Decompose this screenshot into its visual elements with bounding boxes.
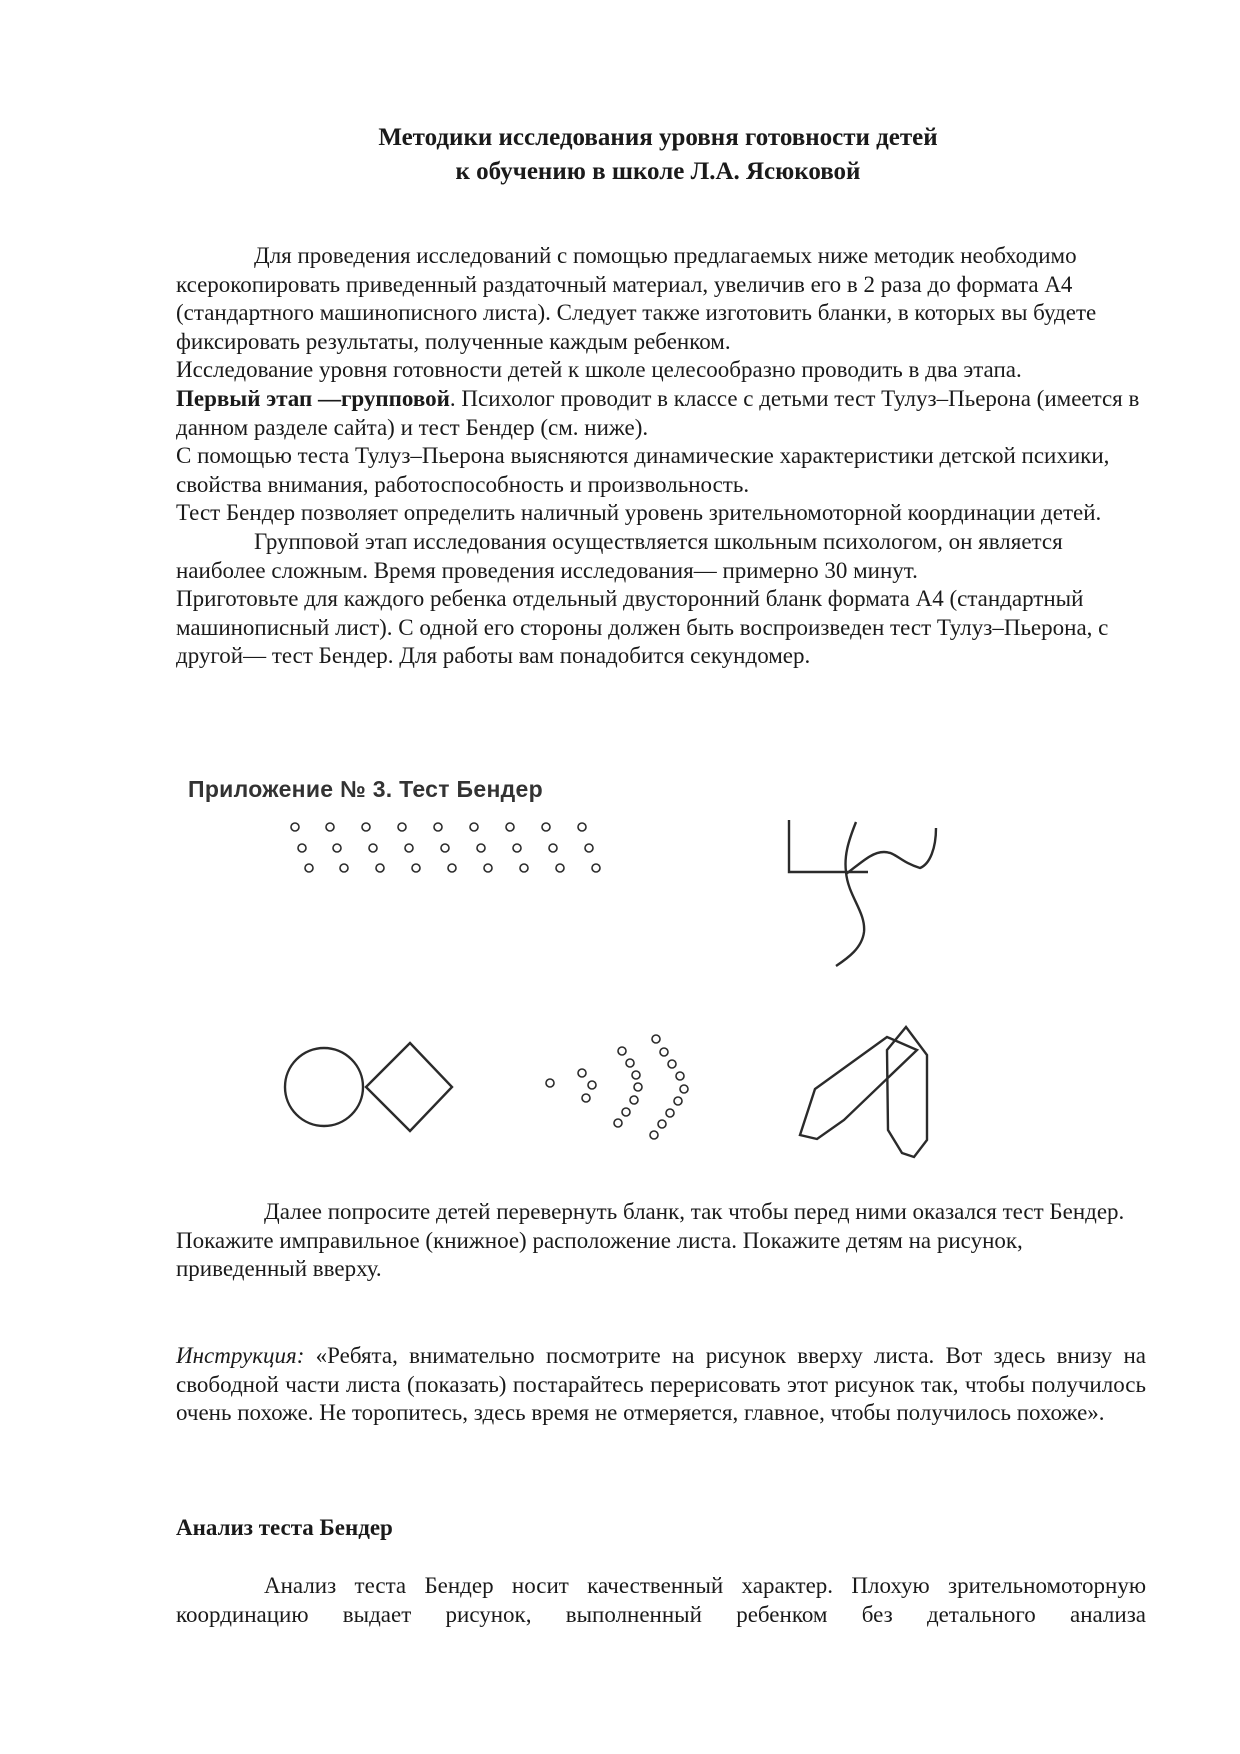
pattern-dot [556, 864, 564, 872]
pattern-dot [578, 823, 586, 831]
pattern-dot [513, 844, 521, 852]
pattern-dot [405, 844, 413, 852]
pattern-dot [369, 844, 377, 852]
overlapping-hexagons-figure [800, 1027, 927, 1157]
pattern-dot [542, 823, 550, 831]
intro-paragraph-2: Исследование уровня готовности детей к школе целесообразно проводить в два этапа. [176, 357, 1022, 383]
intro-paragraph-1: Для проведения исследований с помощью предлагаемых ниже методик необходимо ксерокопировать приведенный раздаточный материал, увеличив его в 2 раза до формата А4 (стандартного машинописного листа). Следует также изготовить бланки, в которых вы будете фиксировать результаты, полученные каждым ребенком. [176, 243, 1097, 354]
horizontal-wave [846, 828, 936, 874]
pattern-dot [582, 1094, 590, 1102]
document-title-line-2: к обучению в школе Л.А. Ясюковой [455, 158, 861, 185]
first-stage-label: Первый этап —групповой [176, 385, 450, 411]
pattern-dot [333, 844, 341, 852]
pattern-dot [484, 864, 492, 872]
pattern-dot [441, 844, 449, 852]
analysis-heading: Анализ теста Бендер [176, 1515, 393, 1540]
pattern-dot [470, 823, 478, 831]
first-stage-text: . Психолог проводит в классе с детьми тест Тулуз–Пьерона (имеется в данном разделе сайта) и тест Бендер (см. ниже). [176, 385, 1140, 440]
dot-grid-pattern [291, 823, 600, 872]
pattern-dot [650, 1131, 658, 1139]
pattern-dot [622, 1108, 630, 1116]
pattern-dot [666, 1109, 674, 1117]
after-figure-paragraph: Далее попросите детей перевернуть бланк, так чтобы перед ними оказался тест Бендер. Покажите имправильное (книжное) расположение листа. Покажите детям на рисунок, приведенный вверху. [176, 1199, 1125, 1282]
pattern-dot [652, 1035, 660, 1043]
pattern-dot [634, 1083, 642, 1091]
pattern-dot [585, 844, 593, 852]
pattern-dot [376, 864, 384, 872]
pattern-dot [668, 1060, 676, 1068]
pattern-dot [362, 823, 370, 831]
intro-paragraph-6: Групповой этап исследования осуществляется школьным психологом, он является наиболее сложным. Время проведения исследования— примерно 30 минут. [176, 528, 1063, 583]
pattern-dot [680, 1085, 688, 1093]
analysis-section [176, 1572, 1146, 1629]
pattern-dot [506, 823, 514, 831]
pattern-dot [448, 864, 456, 872]
pattern-dot [618, 1047, 626, 1055]
pattern-dot [412, 864, 420, 872]
instruction-text: «Ребята, внимательно посмотрите на рисунок вверху листа. Вот здесь внизу на свободной части листа (показать) постарайтесь перерисовать этот рисунок так, чтобы получилось очень похоже. Не торопитесь, здесь время не отмеряется, главное, чтобы получилось похоже». [176, 1343, 1146, 1426]
wavy-line-figure [789, 820, 936, 966]
pattern-dot [340, 864, 348, 872]
pattern-dot [658, 1120, 666, 1128]
pattern-dot [676, 1072, 684, 1080]
after-figure-section [176, 1198, 1146, 1284]
pattern-dot [630, 1096, 638, 1104]
pattern-dot [588, 1081, 596, 1089]
instruction-label: Инструкция: [176, 1343, 305, 1368]
pattern-dot [434, 823, 442, 831]
document-title-line-1: Методики исследования уровня готовности детей [378, 124, 938, 151]
diamond-shape [366, 1043, 452, 1131]
pattern-dot [626, 1059, 634, 1067]
pattern-dot [326, 823, 334, 831]
circle-diamond-figure [285, 1043, 452, 1131]
circle-shape [285, 1048, 363, 1126]
angle-line [789, 820, 868, 872]
pattern-dot [298, 844, 306, 852]
tilted-hexagon [800, 1037, 917, 1139]
instruction-section [176, 1342, 1146, 1428]
instruction-paragraph [176, 1342, 1146, 1428]
pattern-dot [632, 1071, 640, 1079]
analysis-paragraph: Анализ теста Бендер носит качественный характер. Плохую зрительномоторную координацию выдает рисунок, выполненный ребенком без детального анализа [176, 1573, 1146, 1627]
pattern-dot [614, 1119, 622, 1127]
dot-arrow-pattern [546, 1035, 688, 1139]
pattern-dot [520, 864, 528, 872]
pattern-dot [660, 1048, 668, 1056]
figure-caption: Приложение № 3. Тест Бендер [188, 776, 543, 802]
pattern-dot [674, 1097, 682, 1105]
pattern-dot [477, 844, 485, 852]
intro-paragraph-5: Тест Бендер позволяет определить наличный уровень зрительномоторной координации детей. [176, 500, 1102, 526]
pattern-dot [291, 823, 299, 831]
pattern-dot [398, 823, 406, 831]
pattern-dot [305, 864, 313, 872]
vertical-wave [836, 822, 864, 966]
intro-paragraph-7: Приготовьте для каждого ребенка отдельный двусторонний бланк формата А4 (стандартный машинописный лист). С одной его стороны должен быть воспроизведен тест Тулуз–Пьерона, с другой— тест Бендер. Для работы вам понадобится секундомер. [176, 586, 1109, 669]
intro-paragraph-4: С помощью теста Тулуз–Пьерона выясняются динамические характеристики детской психики, свойства внимания, работоспособность и произвольность. [176, 443, 1110, 497]
pattern-dot [549, 844, 557, 852]
pattern-dot [592, 864, 600, 872]
pattern-dot [578, 1069, 586, 1077]
pattern-dot [546, 1079, 554, 1087]
